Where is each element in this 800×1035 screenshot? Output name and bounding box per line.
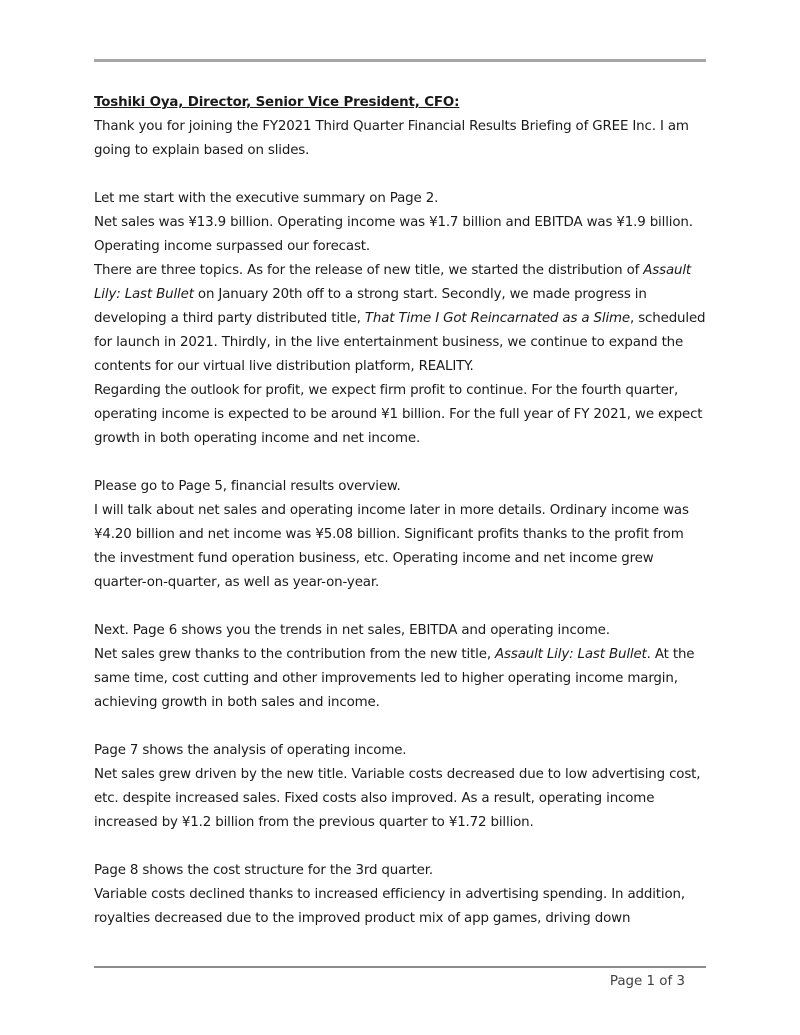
summary-topics [94, 259, 709, 379]
opinc-text: Net sales grew driven by the new title. Variable costs decreased due to low advertising cost, etc. despite increased sales. Fixed costs also improved. As a result, operating income increased by ¥1.2 billion from the previous quarter to ¥1.72 billion. [94, 767, 701, 830]
title-slime: That Time I Got Reincarnated as a Slime [364, 311, 631, 326]
overview-text: I will talk about net sales and operating income later in more details. Ordinary income was ¥4.20 billion and net income was ¥5.08 billion. Significant profits thanks to the profit from the investment fund operation business, etc. Operating income and net income grew quarter-on-quarter, as well as year-on-year. [94, 503, 689, 590]
paragraph-operating-income [94, 739, 709, 835]
paragraph-intro [94, 115, 709, 163]
paragraph-trends [94, 619, 709, 715]
summary-figures: Net sales was ¥13.9 billion. Operating income was ¥1.7 billion and EBITDA was ¥1.9 billion. Operating income surpassed our forecast. [94, 215, 693, 254]
topics-pre: There are three topics. As for the release of new title, we started the distribution of [94, 263, 644, 278]
title-assault-lily-2: Assault Lily: Last Bullet [495, 647, 647, 662]
summary-lead: Let me start with the executive summary on Page 2. [94, 191, 439, 206]
page-number: Page 1 of 3 [609, 974, 685, 989]
intro-text: Thank you for joining the FY2021 Third Quarter Financial Results Briefing of GREE Inc. I am going to explain based on slides. [94, 119, 689, 158]
footer-rule [94, 966, 706, 968]
topics-mid: on January 20th off to a strong start. Secondly, we made progress in developing a third party distributed title, [94, 287, 647, 326]
overview-lead: Please go to Page 5, financial results overview. [94, 479, 401, 494]
speaker-heading: Toshiki Oya, Director, Senior Vice President, CFO: [94, 95, 460, 110]
trends-text [94, 643, 709, 715]
paragraph-executive-summary [94, 187, 709, 451]
trends-lead: Next. Page 6 shows you the trends in net sales, EBITDA and operating income. [94, 623, 610, 638]
title-assault-lily: Assault Lily: Last Bullet [94, 263, 692, 302]
opinc-lead: Page 7 shows the analysis of operating income. [94, 743, 407, 758]
header-rule [94, 59, 706, 62]
topics-post: , scheduled for launch in 2021. Thirdly, in the live entertainment business, we continue to expand the contents for our virtual live distribution platform, REALITY. [94, 311, 706, 374]
cost-lead: Page 8 shows the cost structure for the 3rd quarter. [94, 863, 433, 878]
trends-post: . At the same time, cost cutting and other improvements led to higher operating income margin, achieving growth in both sales and income. [94, 647, 695, 710]
paragraph-cost-structure [94, 859, 709, 931]
document-body [94, 91, 709, 955]
summary-outlook: Regarding the outlook for profit, we expect firm profit to continue. For the fourth quarter, operating income is expected to be around ¥1 billion. For the full year of FY 2021, we expect growth in both operating income and net income. [94, 383, 703, 446]
paragraph-financial-overview [94, 475, 709, 595]
trends-pre: Net sales grew thanks to the contribution from the new title, [94, 647, 496, 662]
cost-text: Variable costs declined thanks to increased efficiency in advertising spending. In addition, royalties decreased due to the improved product mix of app games, driving down [94, 887, 685, 926]
